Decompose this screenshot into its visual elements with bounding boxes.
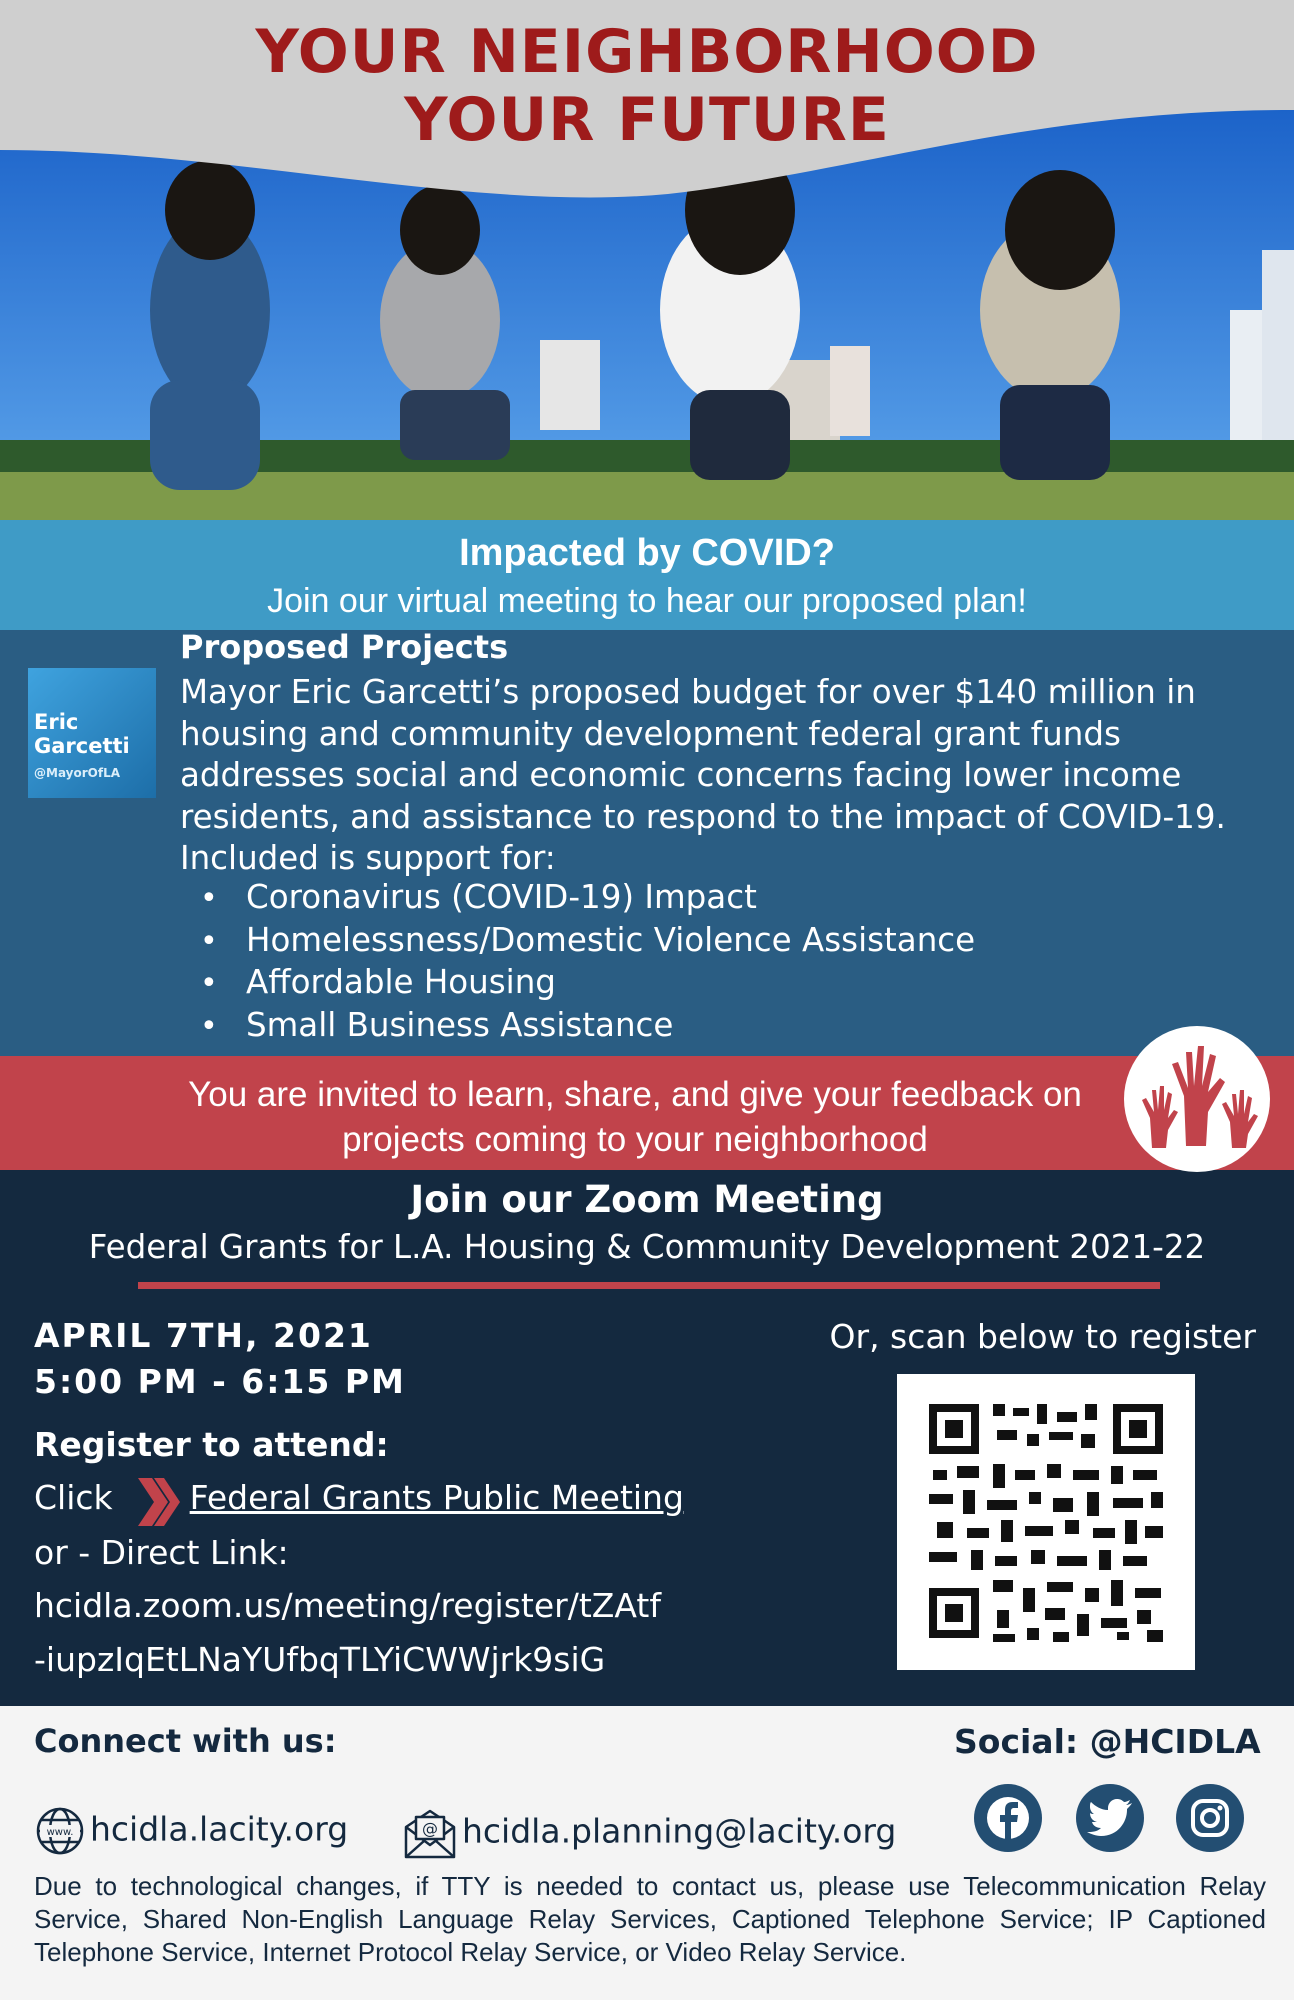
svg-text:www.: www. [46, 1827, 74, 1838]
svg-text:@: @ [422, 1819, 438, 1838]
invite-text [100, 1072, 1170, 1162]
connect-label: Connect with us: [34, 1722, 337, 1760]
raised-hands-icon [1124, 1026, 1270, 1172]
direct-url-line-2[interactable]: -iupzIqEtLNaYUfbqTLYiCWWjrk9siG [34, 1640, 606, 1679]
zoom-subtitle: Federal Grants for L.A. Housing & Community Development 2021-22 [88, 1228, 1206, 1266]
logo-name: Eric Garcetti [34, 710, 130, 758]
click-label: Click [34, 1478, 113, 1517]
click-line [34, 1478, 684, 1517]
list-item: • Coronavirus (COVID-19) Impact [200, 877, 975, 920]
twitter-icon[interactable] [1076, 1784, 1144, 1852]
zoom-title: Join our Zoom Meeting [410, 1178, 884, 1221]
list-item: • Homelessness/Domestic Violence Assistance [200, 920, 975, 963]
qr-code[interactable] [897, 1374, 1195, 1670]
email-link[interactable] [402, 1805, 896, 1861]
meeting-time: 5:00 PM - 6:15 PM [34, 1362, 406, 1401]
website-text: hcidla.lacity.org [90, 1809, 349, 1849]
covid-heading: Impacted by COVID? [459, 532, 835, 574]
title-line-2: YOUR FUTURE [404, 85, 890, 155]
invite-line-1: You are invited to learn, share, and give your feedback on [188, 1075, 1082, 1114]
list-item: • Small Business Assistance [200, 1005, 975, 1048]
covid-band [0, 520, 1294, 630]
social-label: Social: @HCIDLA [954, 1722, 1261, 1761]
tty-notice: Due to technological changes, if TTY is needed to contact us, please use Telecommunication Relay Service, Shared Non-English Language Relay Services, Captioned Telephone Service; IP Captioned Telephone Service, Internet Protocol Relay Service, or Video Relay Service. [34, 1871, 1266, 1967]
direct-link-label: or - Direct Link: [34, 1533, 289, 1572]
mayor-logo [28, 668, 156, 798]
direct-url-line-1[interactable]: hcidla.zoom.us/meeting/register/tZAtf [34, 1586, 661, 1625]
mail-icon [402, 1805, 458, 1861]
register-heading: Register to attend: [34, 1425, 389, 1464]
list-item: • Affordable Housing [200, 962, 975, 1005]
title-line-1: YOUR NEIGHBORHOOD [255, 17, 1039, 87]
invite-line-2: projects coming to your neighborhood [342, 1120, 928, 1159]
chevron-right-icon [134, 1474, 186, 1530]
register-link[interactable]: Federal Grants Public Meeting [189, 1478, 684, 1517]
page-title [0, 18, 1294, 154]
covid-subheading: Join our virtual meeting to hear our proposed plan! [267, 582, 1027, 620]
projects-heading: Proposed Projects [180, 628, 509, 666]
projects-list [200, 877, 975, 1047]
email-text: hcidla.planning@lacity.org [462, 1811, 897, 1851]
scan-label: Or, scan below to register [829, 1317, 1256, 1356]
instagram-icon[interactable] [1176, 1784, 1244, 1852]
meeting-datetime [34, 1313, 406, 1405]
meeting-date: APRIL 7TH, 2021 [34, 1316, 373, 1355]
facebook-icon[interactable] [974, 1784, 1042, 1852]
logo-handle: @MayorOfLA [34, 766, 121, 780]
website-link[interactable] [34, 1805, 348, 1857]
projects-body: Mayor Eric Garcetti’s proposed budget for over $140 million in housing and community development federal grant funds addresses social and economic concerns facing lower income residents, and assistance to respond to the impact of COVID-19. Included is support for: [180, 673, 1226, 877]
globe-icon [34, 1805, 86, 1857]
divider [138, 1282, 1160, 1289]
